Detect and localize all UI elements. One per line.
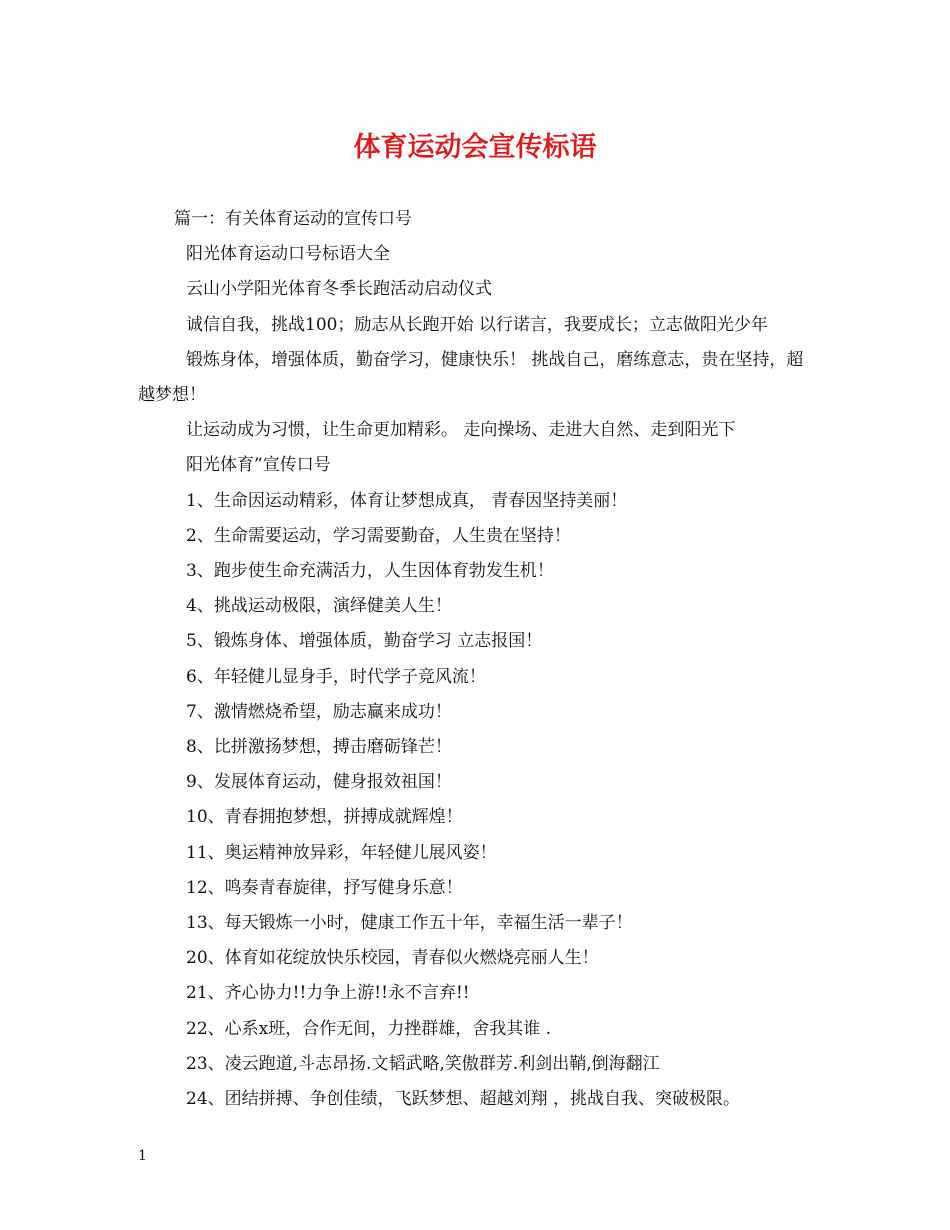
slogan-item: 23、凌云跑道,斗志昂扬.文韬武略,笑傲群芳.利剑出鞘,倒海翻江 [186,1053,660,1074]
paragraph: 阳光体育”宣传口号 [186,455,331,476]
slogan-item: 5、锻炼身体、增强体质，勤奋学习 立志报国！ [186,631,543,652]
paragraph: 锻炼身体，增强体质，勤奋学习，健康快乐！ 挑战自己，磨练意志，贵在坚持，超越梦想！ [138,349,804,406]
document-title: 体育运动会宣传标语 [353,132,597,163]
slogan-item: 8、比拼激扬梦想，搏击磨砺锋芒！ [186,737,452,758]
slogan-item: 22、心系x班，合作无间，力挫群雄，舍我其谁 . [186,1018,552,1039]
page-number: 1 [138,1148,147,1164]
slogan-item: 1、生命因运动精彩，体育让梦想成真， 青春因坚持美丽！ [186,490,628,511]
paragraph: 篇一：有关体育运动的宣传口号 [174,209,412,229]
slogan-item: 7、激情燃烧希望，励志赢来成功！ [186,701,452,722]
paragraph: 诚信自我，挑战100；励志从长跑开始 以行诺言，我要成长；立志做阳光少年 [186,314,768,335]
slogan-item: 3、跑步使生命充满活力，人生因体育勃发生机！ [186,561,554,582]
paragraph: 云山小学阳光体育冬季长跑活动启动仪式 [186,279,492,300]
slogan-item: 21、齐心协力!!力争上游!!永不言弃!! [186,983,470,1004]
document-body [138,202,818,1117]
slogan-item: 24、团结拼搏、争创佳绩，飞跃梦想、超越刘翔 ，挑战自我、突破极限。 [186,1089,741,1110]
paragraph: 阳光体育运动口号标语大全 [186,244,390,265]
slogan-item: 4、挑战运动极限，演绎健美人生！ [186,596,452,617]
slogan-item: 9、发展体育运动，健身报效祖国！ [186,772,452,793]
slogan-item: 6、年轻健儿显身手，时代学子竞风流！ [186,666,486,687]
slogan-item: 10、青春拥抱梦想，拼搏成就辉煌！ [186,807,463,828]
slogan-item: 12、鸣奏青春旋律，抒写健身乐意！ [186,877,463,898]
paragraph: 让运动成为习惯，让生命更加精彩。 走向操场、走进大自然、走到阳光下 [186,420,736,441]
slogan-item: 11、奥运精神放异彩，年轻健儿展风姿！ [186,842,497,863]
slogan-item: 2、生命需要运动，学习需要勤奋，人生贵在坚持！ [186,525,571,546]
slogan-item: 20、体育如花绽放快乐校园，青春似火燃烧亮丽人生！ [186,948,599,969]
slogan-item: 13、每天锻炼一小时，健康工作五十年，幸福生活一辈子！ [186,913,633,934]
